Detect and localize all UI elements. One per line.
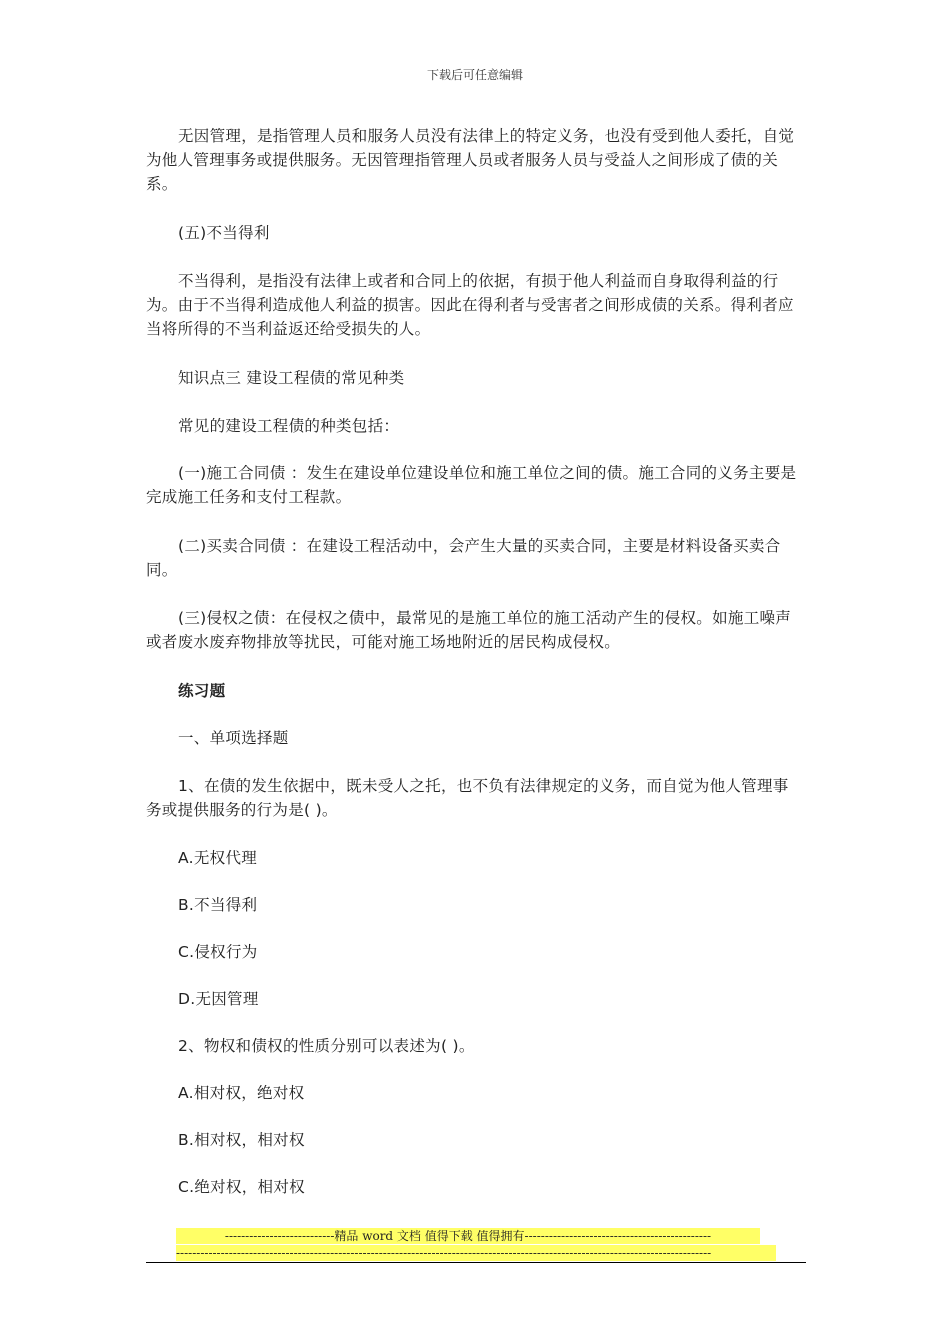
paragraph-unjust-enrichment: 不当得利，是指没有法律上或者和合同上的依据，有损于他人利益而自身取得利益的行为。由于不当得利造成他人利益的损害。因此在得利者与受害者之间形成债的关系。得利者应当将所得的不当利益返还给受损失的人。 bbox=[146, 272, 794, 338]
paragraph-construction-contract: (一)施工合同债 ：发生在建设单位建设单位和施工单位之间的债。施工合同的义务主要是完成施工任务和支付工程款。 bbox=[146, 464, 797, 506]
question-1-option-b: B.不当得利 bbox=[178, 896, 258, 914]
paragraph-sales-contract: (二)买卖合同债 ：在建设工程活动中，会产生大量的买卖合同，主要是材料设备买卖合同。 bbox=[146, 537, 781, 579]
footer-dash-line: ------------------------------------------------------------------------------------------------------------------------------------ bbox=[176, 1245, 776, 1261]
question-1-option-d: D.无因管理 bbox=[178, 990, 259, 1008]
question-2-option-b: B.相对权，相对权 bbox=[178, 1131, 305, 1149]
paragraph-negotiorum-gestio: 无因管理，是指管理人员和服务人员没有法律上的特定义务，也没有受到他人委托，自觉为他人管理事务或提供服务。无因管理指管理人员或者服务人员与受益人之间形成了债的关系。 bbox=[146, 127, 795, 193]
footer-rule bbox=[146, 1262, 806, 1263]
paragraph-tort: (三)侵权之债：在侵权之债中，最常见的是施工单位的施工活动产生的侵权。如施工噪声或者废水废弃物排放等扰民，可能对施工场地附近的居民构成侵权。 bbox=[146, 609, 792, 651]
question-2-option-c: C.绝对权，相对权 bbox=[178, 1178, 305, 1196]
question-1-option-c: C.侵权行为 bbox=[178, 943, 258, 961]
question-1: 1、在债的发生依据中，既未受人之托，也不负有法律规定的义务，而自觉为他人管理事务或提供服务的行为是( )。 bbox=[146, 777, 789, 819]
page-header: 下载后可任意编辑 bbox=[426, 68, 523, 82]
heading-single-choice: 一、单项选择题 bbox=[178, 729, 289, 747]
heading-unjust-enrichment: (五)不当得利 bbox=[178, 224, 270, 242]
paragraph-common-types: 常见的建设工程债的种类包括： bbox=[178, 417, 400, 435]
question-2-option-a: A.相对权，绝对权 bbox=[178, 1084, 305, 1102]
footer-banner: ---------------------------精品 word 文档 值得下载 值得拥有---------------------------------------------- bbox=[176, 1228, 760, 1244]
heading-exercises: 练习题 bbox=[178, 682, 226, 700]
question-2: 2、物权和债权的性质分别可以表述为( )。 bbox=[178, 1037, 475, 1055]
question-1-option-a: A.无权代理 bbox=[178, 849, 258, 867]
heading-knowledge-point-3: 知识点三 建设工程债的常见种类 bbox=[178, 369, 405, 387]
